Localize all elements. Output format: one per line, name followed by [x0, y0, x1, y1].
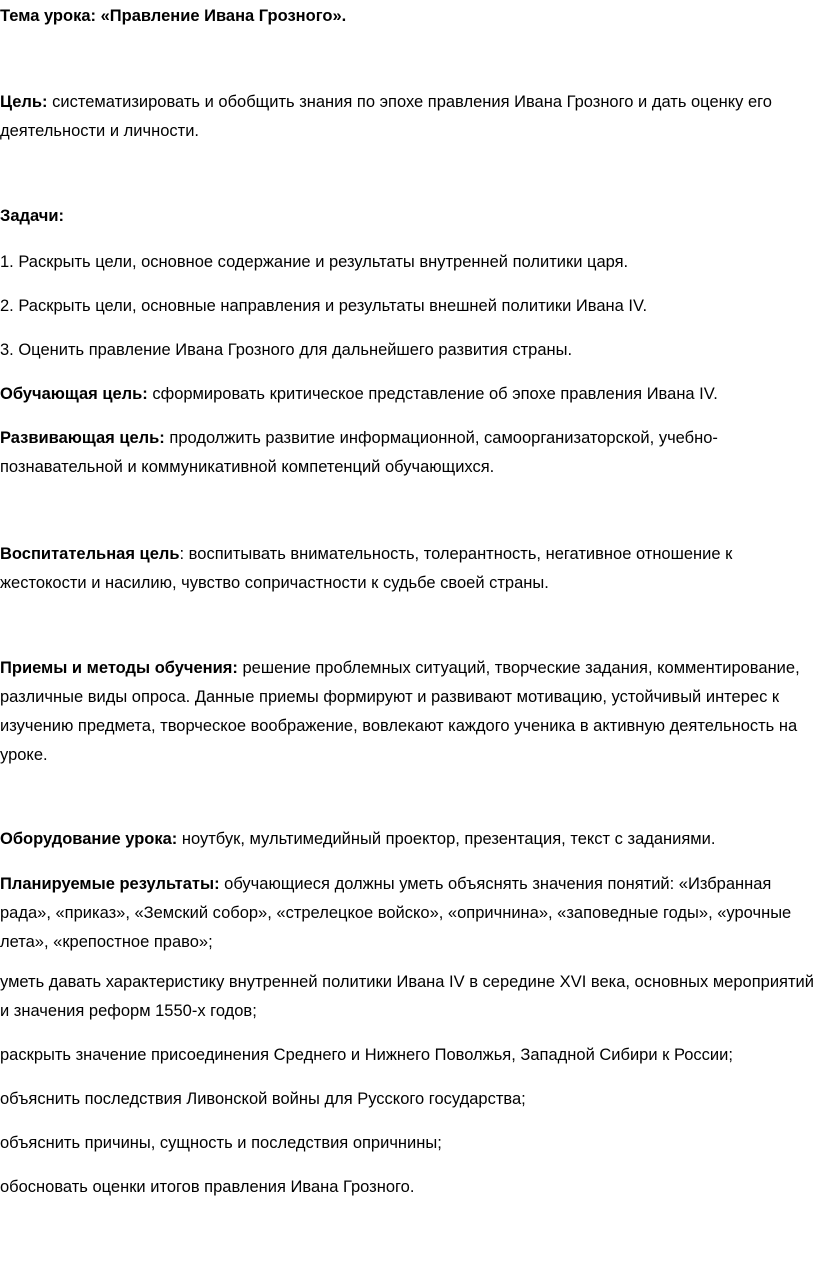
lesson-topic: [0, 2, 814, 31]
result-item: [0, 1085, 814, 1114]
methods-text: решение проблемных ситуаций, творческие задания, комментирование, различные виды опроса. Данные приемы формируют и развивают мотивацию, устойчивый интерес к изучению предмета, творческое воображение, вовлекают каждого ученика в активную деятельность на уроке.: [0, 659, 800, 764]
task-item-3: [0, 336, 814, 365]
result-item-text: объяснить последствия Ливонской войны для Русского государства;: [0, 1090, 526, 1108]
task-item-1-text: 1. Раскрыть цели, основное содержание и результаты внутренней политики царя.: [0, 253, 629, 271]
result-item: [0, 1041, 814, 1070]
result-item: [0, 1129, 814, 1158]
task-item-2-text: 2. Раскрыть цели, основные направления и результаты внешней политики Ивана IV.: [0, 297, 648, 315]
educational-goal-text: : воспитывать внимательность, толерантность, негативное отношение к жестокости и насилию, чувство сопричастности к судьбе своей страны.: [0, 545, 733, 592]
goal-text: систематизировать и обобщить знания по эпохе правления Ивана Грозного и дать оценку его деятельности и личности.: [0, 93, 772, 140]
developing-goal-paragraph: [0, 424, 814, 482]
developing-goal-text: продолжить развитие информационной, самоорганизаторской, учебно-познавательной и коммуникативной компетенций обучающихся.: [0, 429, 718, 476]
teaching-goal-text: сформировать критическое представление об эпохе правления Ивана IV.: [147, 385, 718, 403]
goal-paragraph: [0, 88, 814, 146]
educational-goal-label: Воспитательная цель: [0, 545, 180, 563]
lesson-topic-label: Тема урока: «Правление Ивана Грозного».: [0, 7, 347, 25]
developing-goal-label: Развивающая цель:: [0, 429, 165, 447]
methods-paragraph: [0, 654, 814, 770]
educational-goal-paragraph: [0, 540, 814, 598]
methods-label: Приемы и методы обучения:: [0, 659, 238, 677]
task-item-2: [0, 292, 814, 321]
result-item-text: объяснить причины, сущность и последствия опричнины;: [0, 1134, 442, 1152]
result-item: [0, 968, 814, 1026]
result-item-text: уметь давать характеристику внутренней политики Ивана IV в середине XVI века, основных мероприятий и значения реформ 1550-х годов;: [0, 973, 814, 1020]
goal-label: Цель:: [0, 93, 48, 111]
result-item: [0, 1173, 814, 1202]
task-item-3-text: 3. Оценить правление Ивана Грозного для дальнейшего развития страны.: [0, 341, 573, 359]
tasks-heading-label: Задачи:: [0, 207, 64, 225]
tasks-heading: [0, 202, 814, 231]
result-item-text: раскрыть значение присоединения Среднего и Нижнего Поволжья, Западной Сибири к России;: [0, 1046, 733, 1064]
results-label: Планируемые результаты:: [0, 875, 220, 893]
results-paragraph: [0, 870, 814, 957]
teaching-goal-paragraph: [0, 380, 814, 409]
equipment-text: ноутбук, мультимедийный проектор, презентация, текст с заданиями.: [177, 830, 716, 848]
equipment-label: Оборудование урока:: [0, 830, 178, 848]
teaching-goal-label: Обучающая цель:: [0, 385, 148, 403]
equipment-paragraph: [0, 825, 814, 854]
results-text: обучающиеся должны уметь объяснять значения понятий: «Избранная рада», «приказ», «Земский собор», «стрелецкое войско», «опричнина», «заповедные годы», «урочные лета», «крепостное право»;: [0, 875, 792, 951]
result-item-text: обосновать оценки итогов правления Ивана Грозного.: [0, 1178, 415, 1196]
task-item-1: [0, 248, 814, 277]
